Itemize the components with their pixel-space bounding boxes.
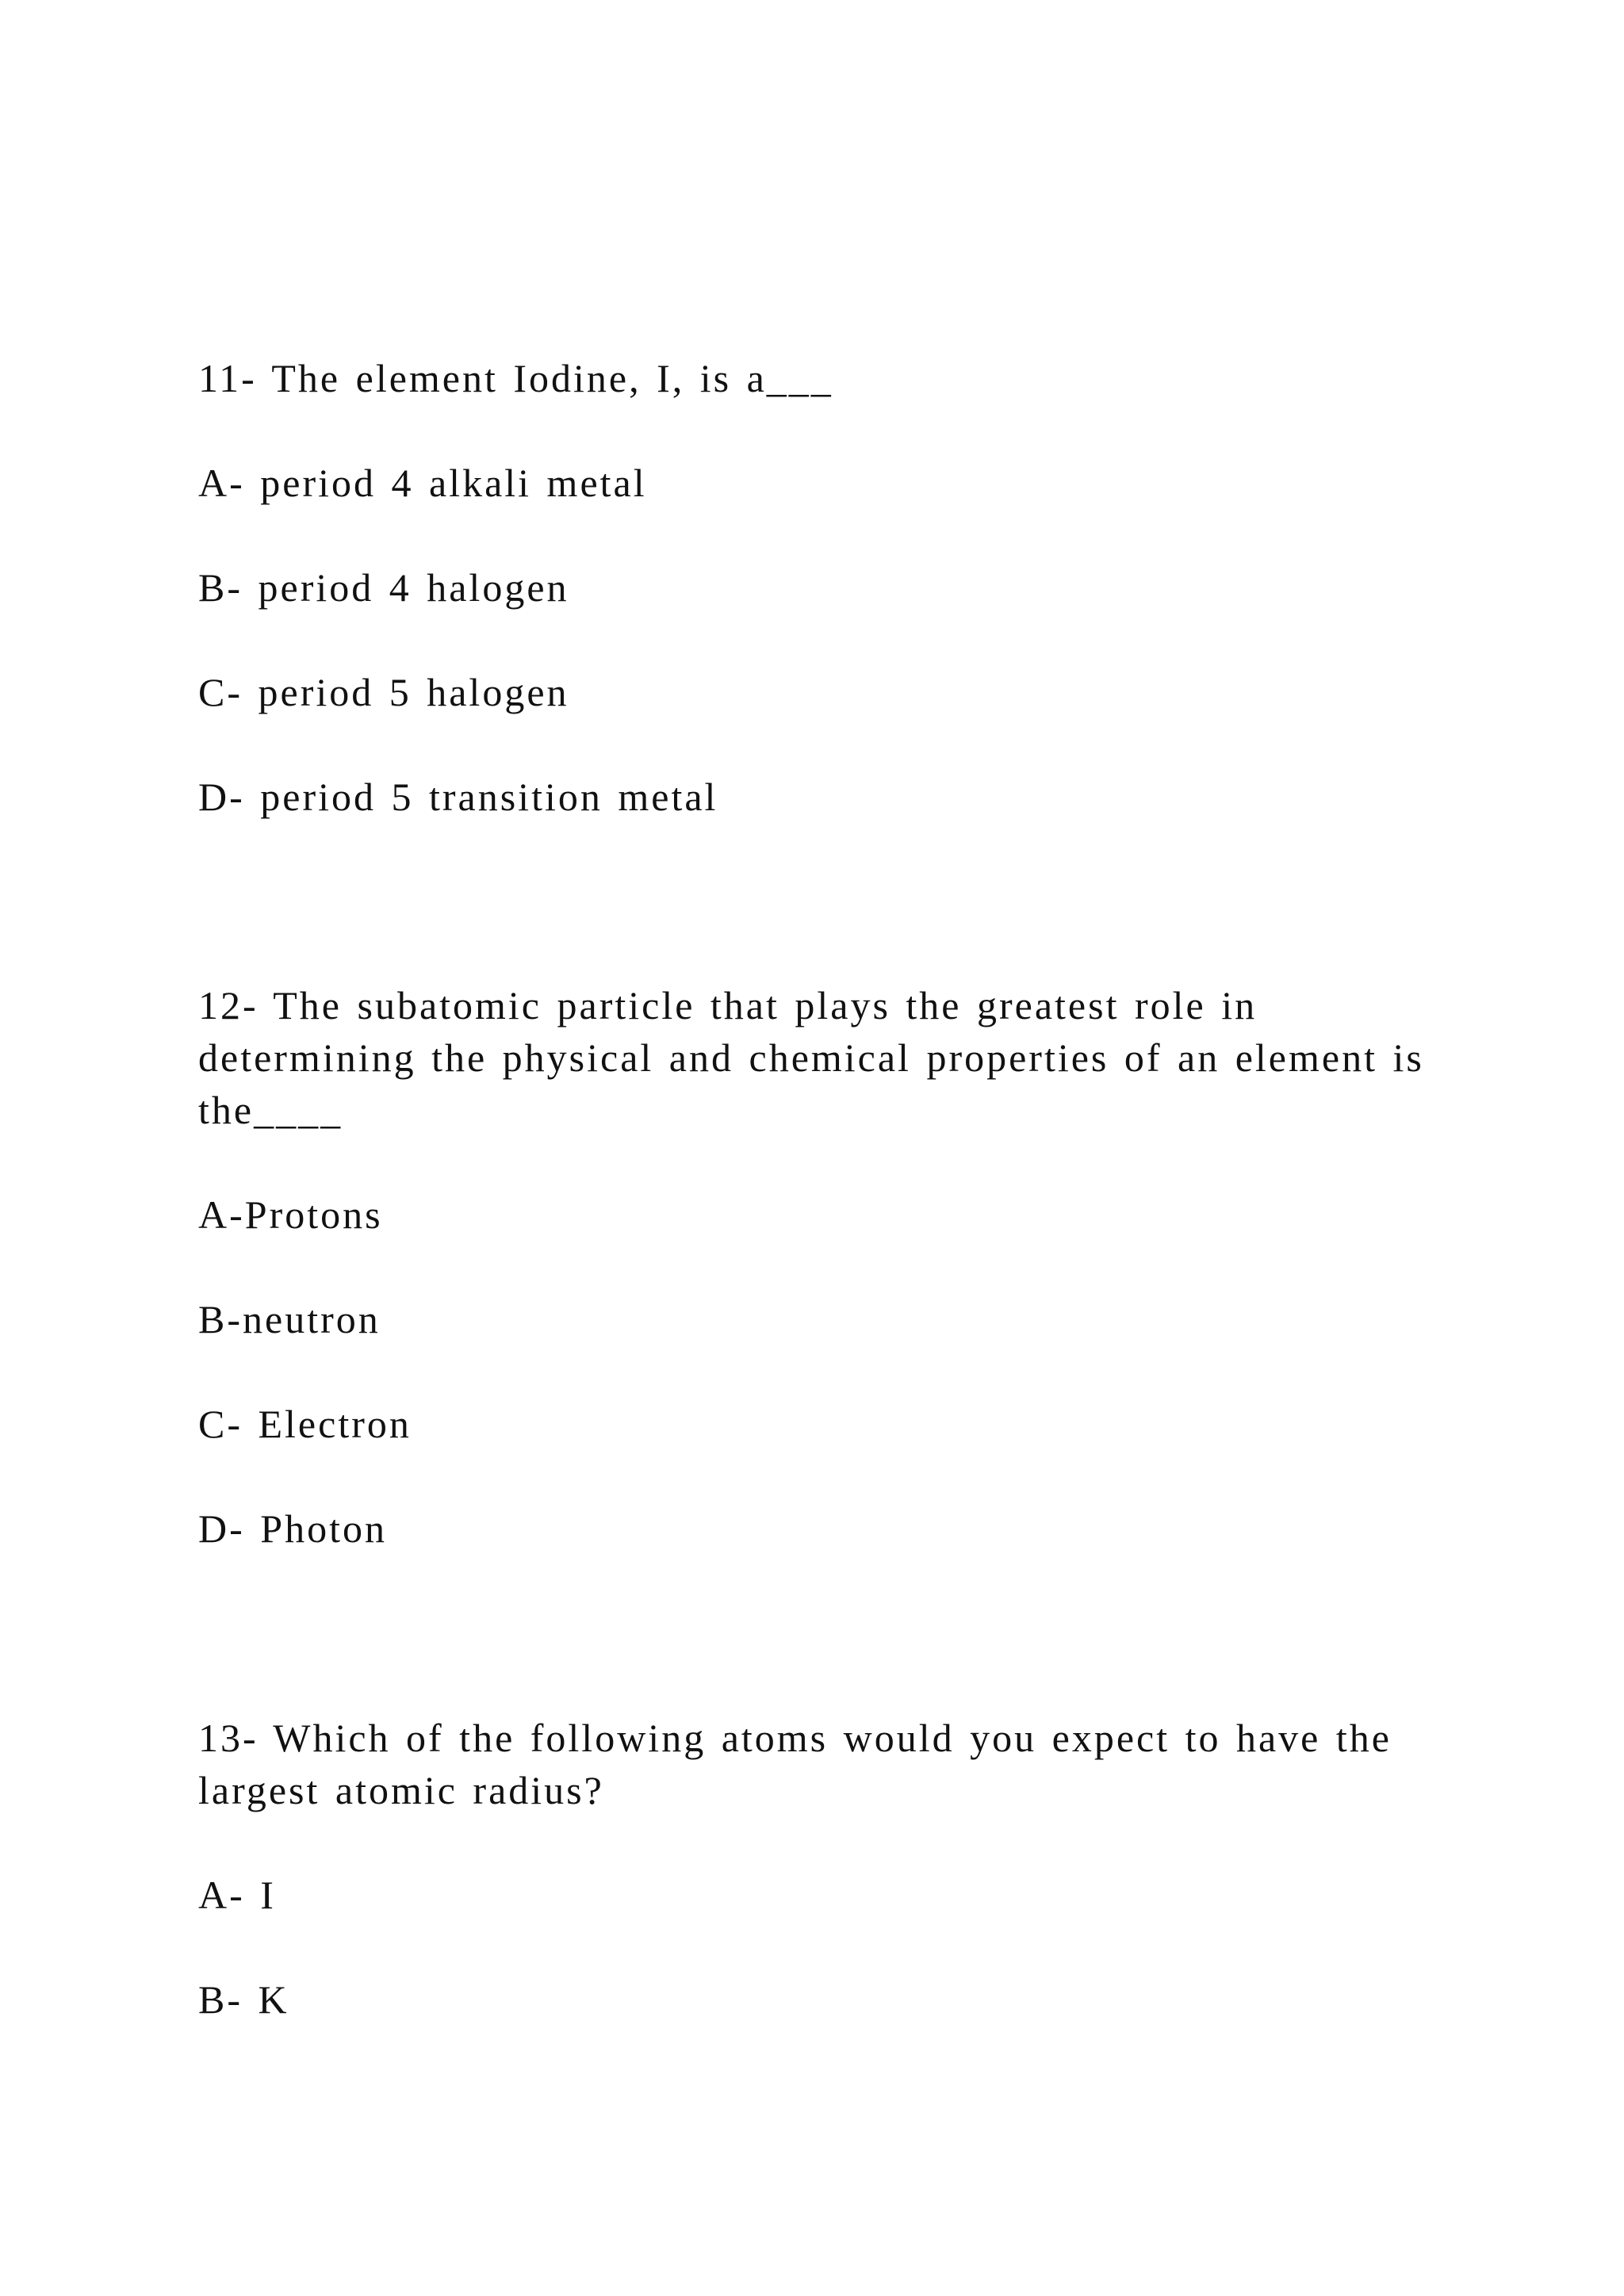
option-a: A- I [198, 1873, 276, 1917]
question-text: 13- Which of the following atoms would you expect to have the largest atomic radius? [198, 1716, 1392, 1812]
answer-options [198, 1869, 1435, 2026]
question-text: 11- The element Iodine, I, is a___ [198, 356, 833, 400]
answer-options [198, 1188, 1435, 1555]
option-d: D- period 5 transition metal [198, 775, 718, 819]
option-b: B- period 4 halogen [198, 565, 569, 610]
option-c: C- period 5 halogen [198, 670, 569, 714]
option-b: B- K [198, 1977, 289, 2022]
question-text: 12- The subatomic particle that plays the greatest role in determining the physical and chemical properties of an element is the____ [198, 983, 1424, 1132]
question-11 [198, 352, 1435, 823]
option-b: B-neutron [198, 1297, 381, 1341]
option-a: A-Protons [198, 1192, 383, 1237]
option-a: A- period 4 alkali metal [198, 461, 647, 505]
answer-options [198, 457, 1435, 823]
question-12 [198, 979, 1435, 1555]
question-13 [198, 1712, 1435, 2026]
option-c: C- Electron [198, 1402, 412, 1446]
option-d: D- Photon [198, 1506, 387, 1551]
